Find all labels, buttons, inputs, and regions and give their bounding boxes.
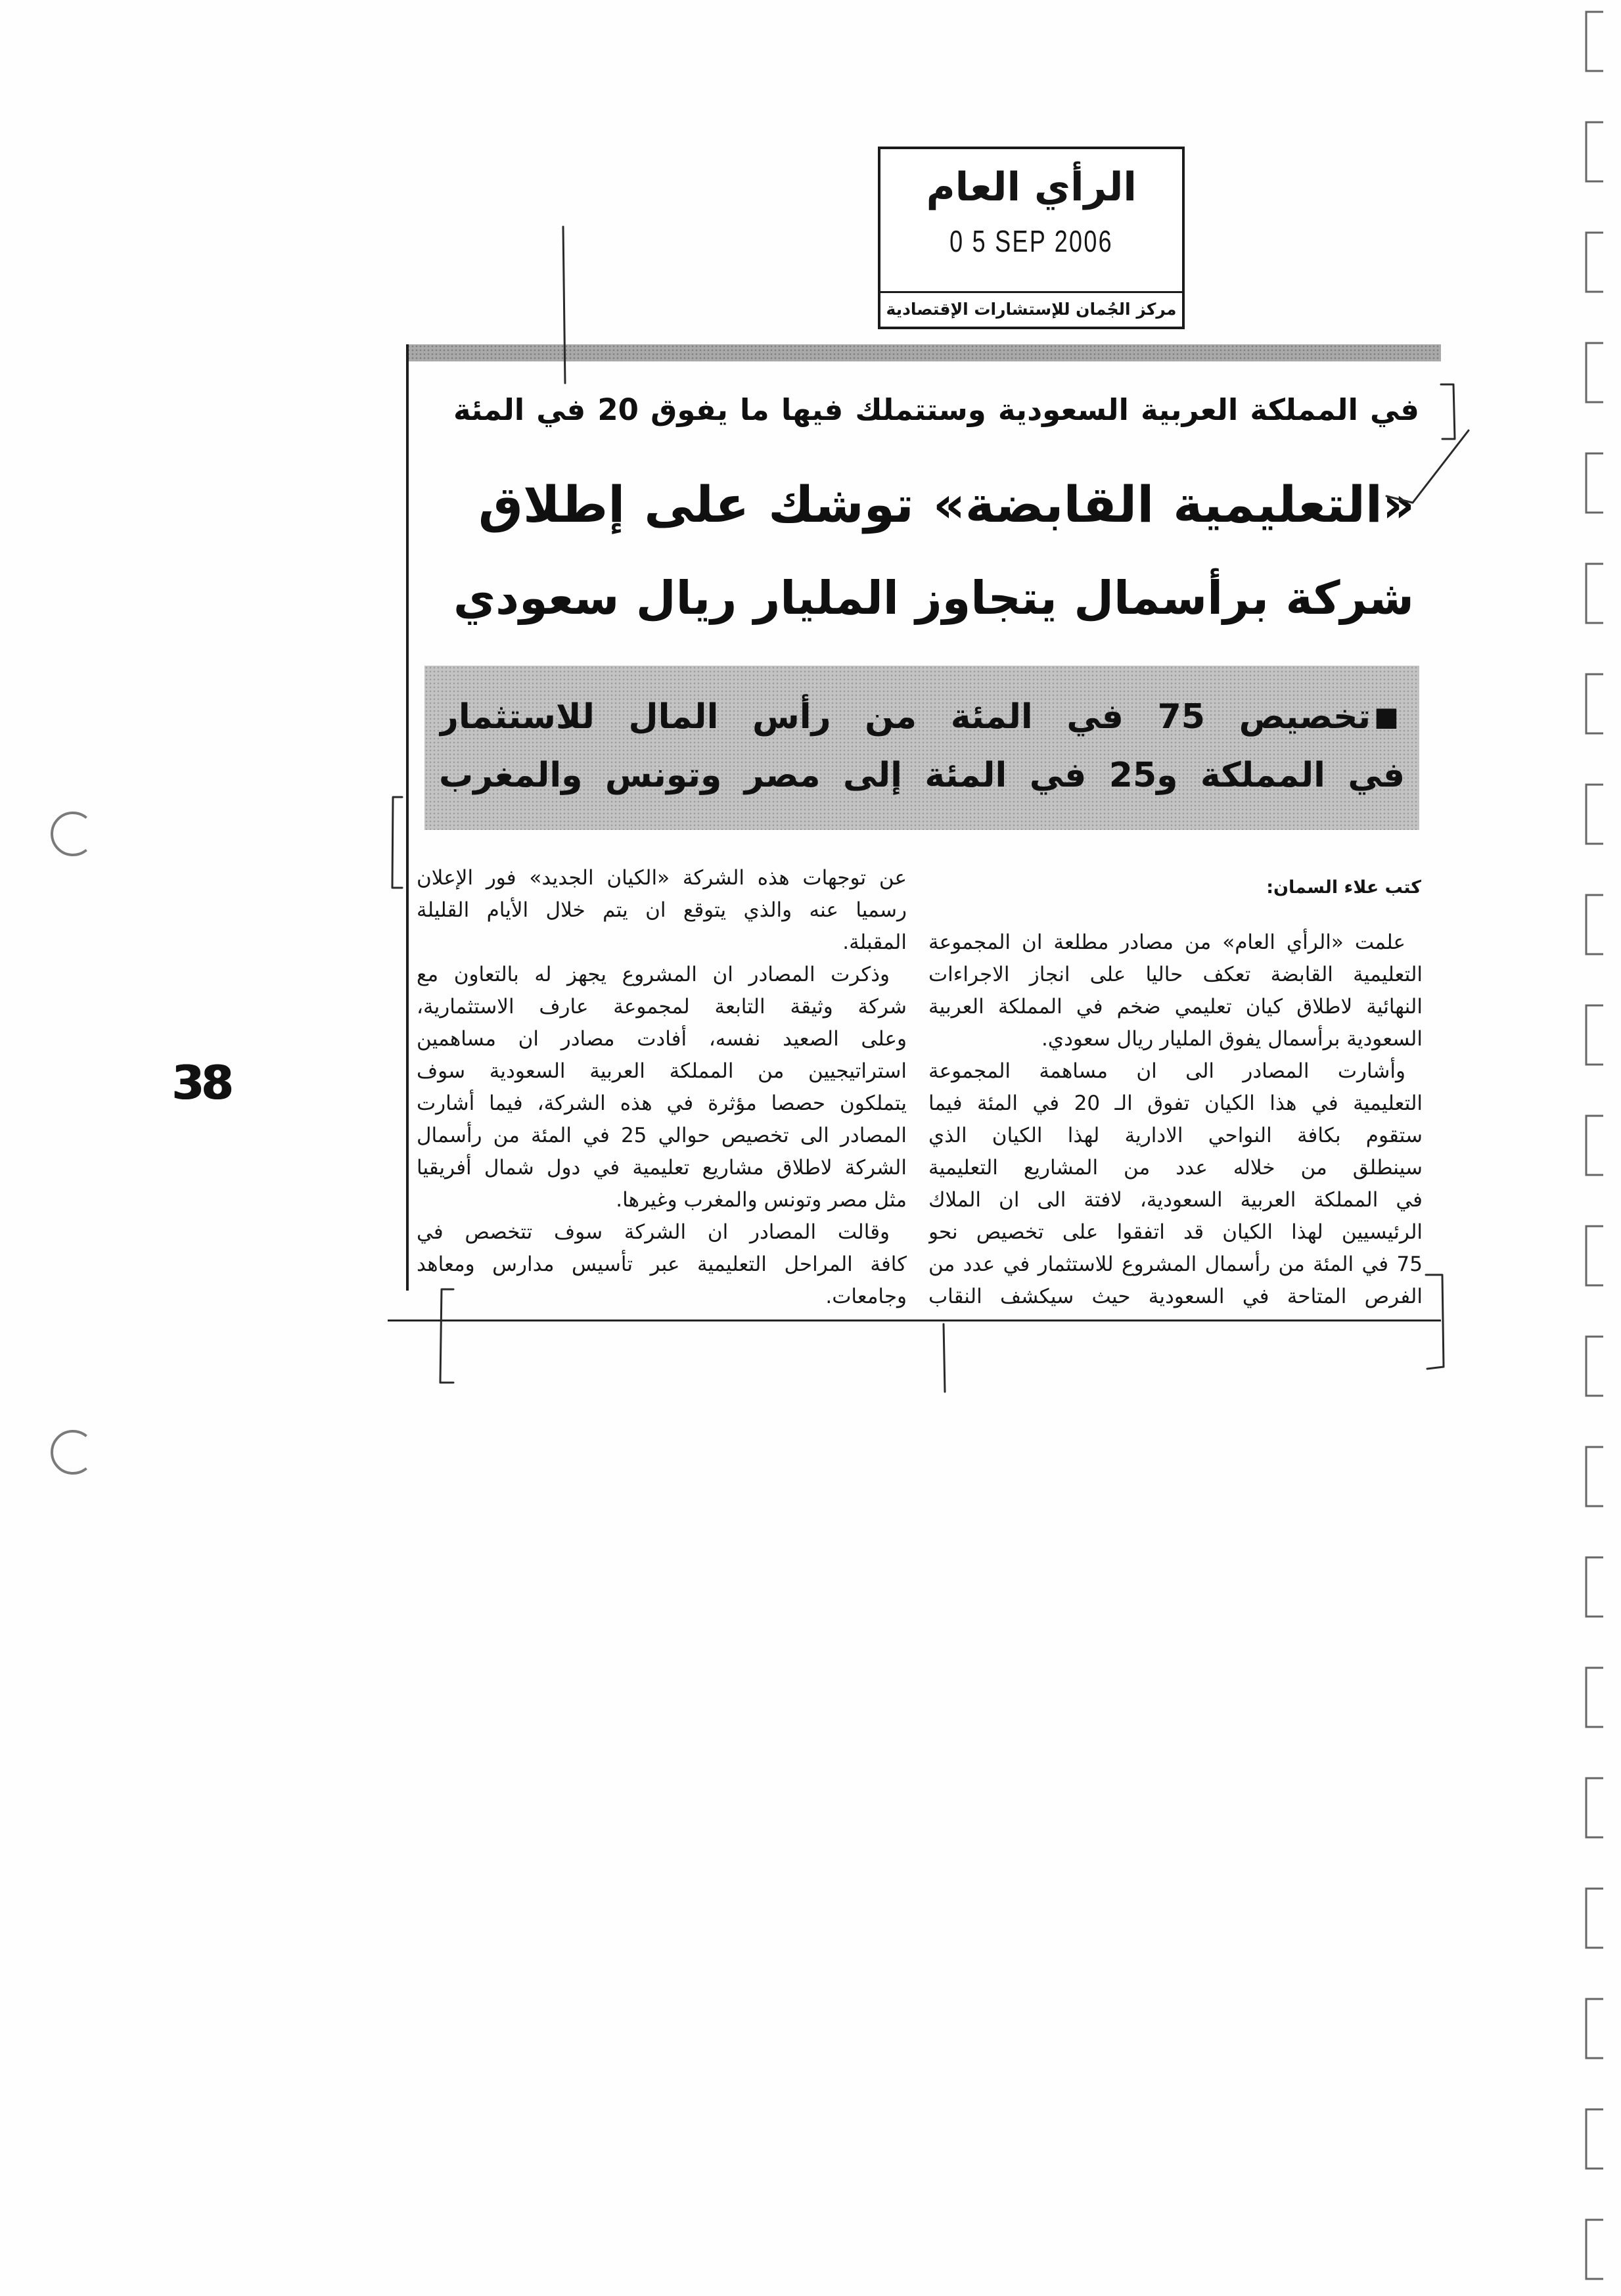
- binder-mark: [1586, 2220, 1603, 2279]
- binder-mark: [1586, 1005, 1603, 1065]
- clipping-stamp: [878, 147, 1185, 329]
- body-text-line: استراتيجيين من المملكة العربية السعودية سوف: [417, 1059, 907, 1083]
- body-text-line: الفرص المتاحة في السعودية حيث سيكشف النقاب: [928, 1285, 1423, 1308]
- body-text-line: وذكرت المصادر ان المشروع يجهز له بالتعاون مع: [417, 963, 890, 986]
- binder-mark: [1586, 1337, 1603, 1396]
- binder-mark: [1586, 1668, 1603, 1727]
- binder-mark: [1586, 564, 1603, 623]
- binder-mark: [1586, 674, 1603, 733]
- body-text-line: عن توجهات هذه الشركة «الكيان الجديد» فور الإعلان: [417, 866, 907, 890]
- body-text-line: الرئيسيين لهذا الكيان قد اتفقوا على تخصيص نحو: [928, 1220, 1423, 1244]
- binder-mark: [1586, 1557, 1603, 1617]
- newspaper-logo: الرأي العام: [926, 164, 1137, 210]
- body-text-line: السعودية برأسمال يفوق المليار ريال سعودي.: [1041, 1027, 1423, 1051]
- bracket-mark: [1441, 384, 1455, 439]
- bracket-mark: [1426, 1275, 1444, 1369]
- binder-mark: [1586, 2109, 1603, 2169]
- square-bullet-icon: ■: [1374, 702, 1399, 732]
- headline-line-2: شركة برأسمال يتجاوز المليار ريال سعودي: [453, 571, 1414, 625]
- article-top-bar: [407, 344, 1441, 361]
- binder-mark: [1586, 343, 1603, 402]
- body-text-line: وجامعات.: [825, 1285, 907, 1308]
- body-text-line: الشركة لاطلاق مشاريع تعليمية في دول شمال أفريقيا: [417, 1156, 907, 1180]
- byline: كتب علاء السمان:: [1266, 877, 1421, 898]
- page-number: 38: [172, 1056, 231, 1110]
- article-kicker: في المملكة العربية السعودية وستتملك فيها ما يفوق 20 في المئة: [453, 392, 1419, 427]
- binder-mark: [1586, 1999, 1603, 2058]
- binder-mark: [1586, 1226, 1603, 1285]
- body-text-line: 75 في المئة من رأسمال المشروع للاستثمار في عدد من: [928, 1252, 1423, 1276]
- body-text-line: التعليمية القابضة تعكف حاليا على انجاز الاجراءات: [928, 963, 1423, 986]
- body-text-line: سينطلق من خلاله عدد من المشاريع التعليمية: [928, 1156, 1423, 1180]
- stamp-date: 0 5 SEP 2006: [949, 224, 1113, 258]
- body-text-line: المقبلة.: [842, 930, 907, 954]
- binder-mark: [1586, 1116, 1603, 1175]
- body-text-line: علمت «الرأي العام» من مصادر مطلعة ان المجموعة: [928, 930, 1405, 954]
- binder-mark: [1586, 1447, 1603, 1506]
- body-text-line: مثل مصر وتونس والمغرب وغيرها.: [616, 1188, 907, 1212]
- body-column-left: [417, 862, 907, 1313]
- headline-line-1: «التعليمية القابضة» توشك على إطلاق: [478, 475, 1415, 534]
- summary-line-1: تخصيص 75 في المئة من رأس المال للاستثمار: [439, 697, 1371, 737]
- body-text-line: النهائية لاطلاق كيان تعليمي ضخم في المملكة العربية: [928, 995, 1423, 1019]
- body-text-line: شركة وثيقة التابعة لمجموعة عارف الاستثمارية،: [417, 995, 907, 1019]
- article-bottom-rule: [388, 1320, 1441, 1321]
- binder-mark: [1586, 233, 1603, 292]
- binder-mark: [1586, 895, 1603, 954]
- stamp-agency-name: مركز الجُمان للإستشارات الإقتصادية: [880, 291, 1182, 327]
- body-text-line: كافة المراحل التعليمية عبر تأسيس مدارس ومعاهد: [417, 1252, 907, 1276]
- binder-mark: [1586, 453, 1603, 513]
- binder-mark: [1586, 1778, 1603, 1837]
- binder-mark: [1586, 1889, 1603, 1948]
- tick-mark: [944, 1324, 945, 1392]
- body-text-line: يتملكون حصصا مؤثرة في هذه الشركة، فيما أشارت: [417, 1091, 907, 1115]
- body-text-line: وقالت المصادر ان الشركة سوف تتخصص في: [417, 1220, 890, 1244]
- body-text-line: ستقوم بكافة النواحي الادارية لهذا الكيان الذي: [928, 1124, 1423, 1147]
- body-text-line: رسميا عنه والذي يتوقع ان يتم خلال الأيام القليلة: [417, 898, 907, 922]
- body-column-right: [928, 927, 1423, 1313]
- binder-edge: [1586, 12, 1603, 2279]
- body-text-line: التعليمية في هذا الكيان تفوق الـ 20 في المئة فيما: [928, 1091, 1423, 1115]
- body-text-line: وعلى الصعيد نفسه، أفادت مصادر ان مساهمين: [417, 1027, 907, 1051]
- article-left-border: [406, 344, 409, 1291]
- body-text-line: وأشارت المصادر الى ان مساهمة المجموعة: [928, 1059, 1405, 1083]
- bracket-mark: [392, 797, 402, 888]
- punch-hole-icon: [52, 1431, 87, 1473]
- binder-mark: [1586, 12, 1603, 71]
- body-text-line: في المملكة العربية السعودية، لافتة الى ان الملاك: [928, 1188, 1423, 1212]
- binder-mark: [1586, 122, 1603, 181]
- body-text-line: المصادر الى تخصيص حوالي 25 في المئة من رأسمال: [417, 1124, 907, 1147]
- summary-box: [424, 666, 1419, 830]
- binder-mark: [1586, 785, 1603, 844]
- summary-line-2: في المملكة و25 في المئة إلى مصر وتونس والمغرب: [439, 756, 1405, 795]
- punch-hole-icon: [52, 813, 87, 855]
